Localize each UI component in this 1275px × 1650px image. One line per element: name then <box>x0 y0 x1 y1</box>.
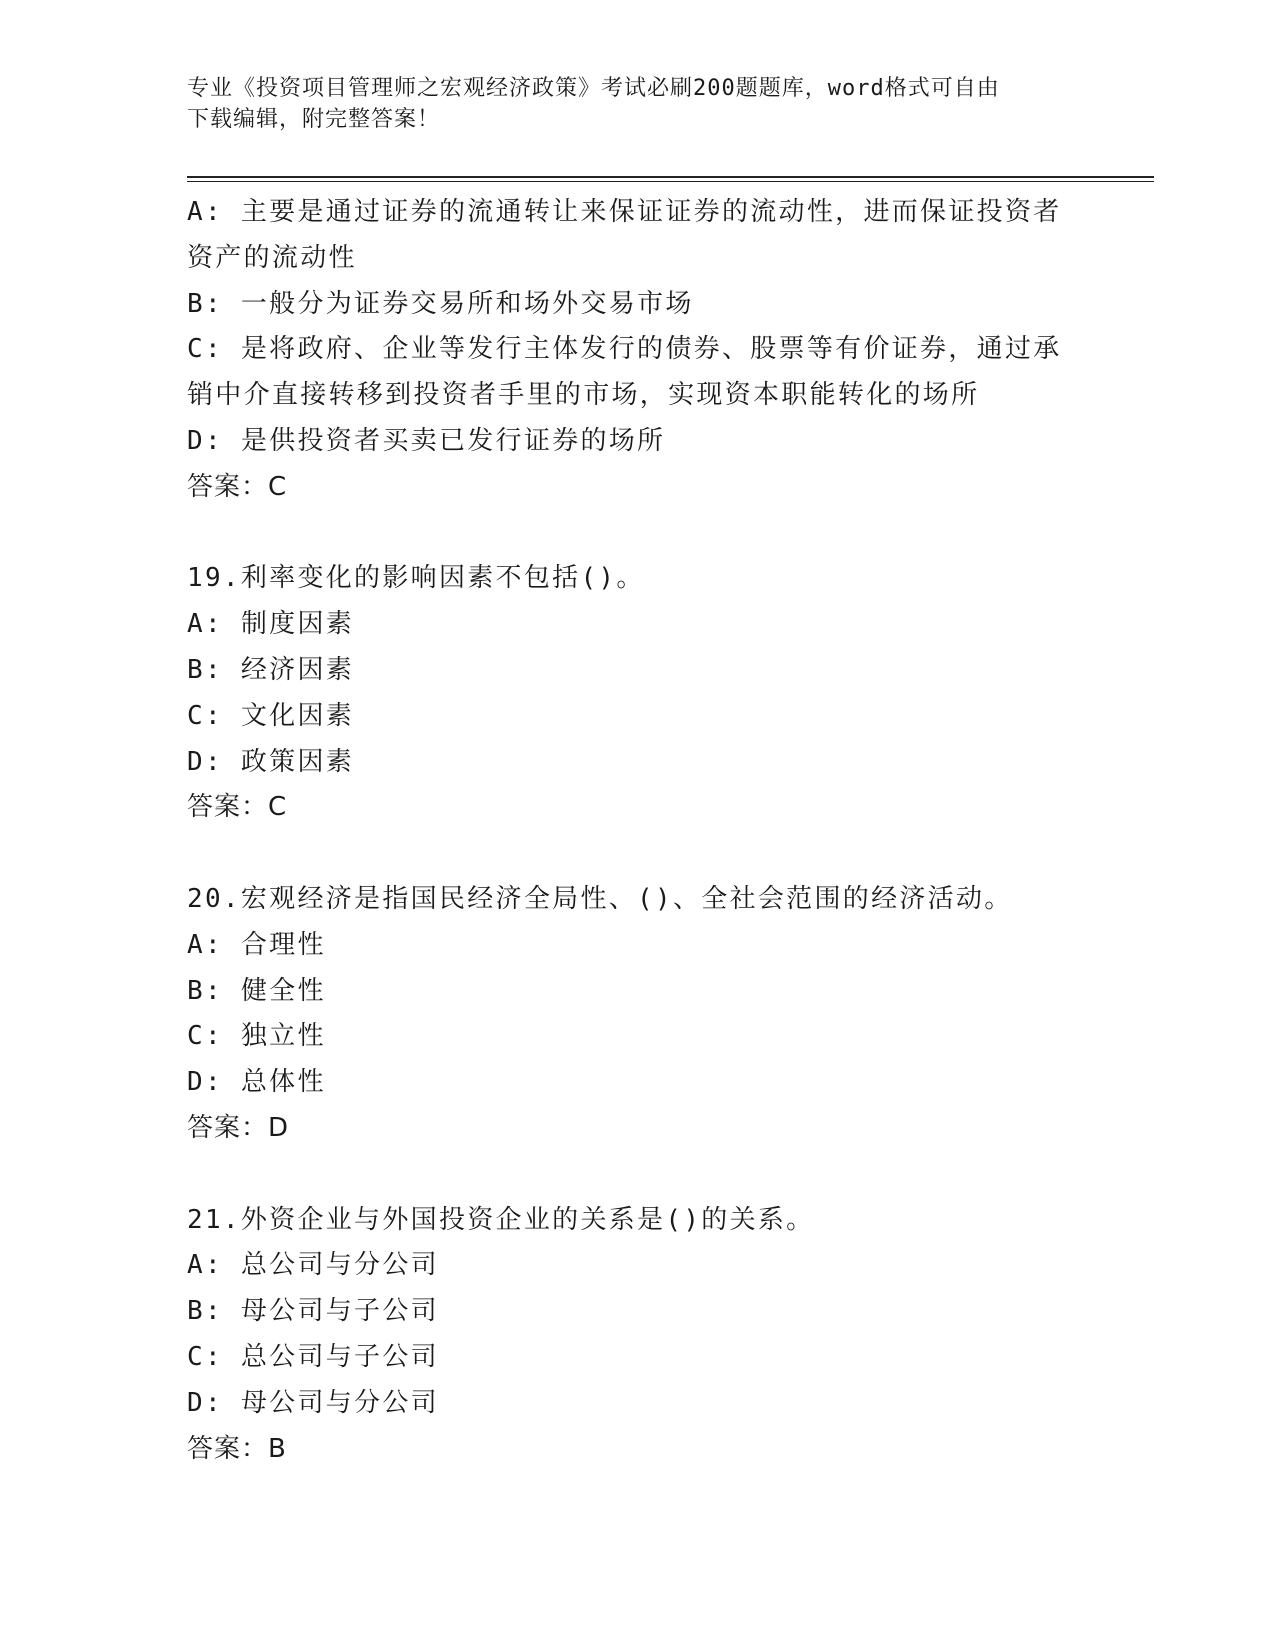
option-b: B: 经济因素 <box>187 654 355 685</box>
document-header <box>187 73 1087 135</box>
question-stem: 20.宏观经济是指国民经济全局性、()、全社会范围的经济活动。 <box>187 883 1013 914</box>
partial-question <box>187 190 1087 511</box>
header-line-1: 专业《投资项目管理师之宏观经济政策》考试必刷200题题库，word格式可自由 <box>187 76 1000 101</box>
option-c-line-1: C: 是将政府、企业等发行主体发行的债券、股票等有价证券，通过承 <box>187 334 1062 365</box>
question-19 <box>187 556 1087 831</box>
header-divider-thick <box>187 176 1154 178</box>
option-c: C: 文化因素 <box>187 700 355 731</box>
option-d: D: 是供投资者买卖已发行证券的场所 <box>187 425 666 456</box>
answer: 答案：C <box>187 471 288 502</box>
option-c: C: 独立性 <box>187 1021 326 1052</box>
question-20 <box>187 877 1087 1152</box>
answer: 答案：C <box>187 792 288 823</box>
answer: 答案：D <box>187 1112 290 1143</box>
option-b: B: 母公司与子公司 <box>187 1296 439 1327</box>
header-line-2: 下载编辑，附完整答案！ <box>187 107 441 132</box>
option-d: D: 母公司与分公司 <box>187 1387 439 1418</box>
option-a-line-1: A: 主要是通过证券的流通转让来保证证券的流动性，进而保证投资者 <box>187 197 1062 227</box>
answer: 答案：B <box>187 1433 287 1464</box>
option-d: D: 总体性 <box>187 1067 326 1098</box>
question-stem: 19.利率变化的影响因素不包括()。 <box>187 563 645 594</box>
option-b: B: 健全性 <box>187 975 326 1006</box>
option-a-line-2: 资产的流动性 <box>187 242 357 273</box>
option-d: D: 政策因素 <box>187 746 355 777</box>
option-a: A: 总公司与分公司 <box>187 1250 439 1281</box>
option-a: A: 制度因素 <box>187 609 355 640</box>
question-stem: 21.外资企业与外国投资企业的关系是()的关系。 <box>187 1204 815 1235</box>
option-a: A: 合理性 <box>187 929 326 960</box>
option-b: B: 一般分为证券交易所和场外交易市场 <box>187 288 694 319</box>
header-divider-thin <box>187 181 1154 182</box>
question-content <box>187 190 1087 1472</box>
option-c-line-2: 销中介直接转移到投资者手里的市场，实现资本职能转化的场所 <box>187 380 980 411</box>
option-c: C: 总公司与子公司 <box>187 1341 439 1372</box>
question-21 <box>187 1198 1087 1473</box>
